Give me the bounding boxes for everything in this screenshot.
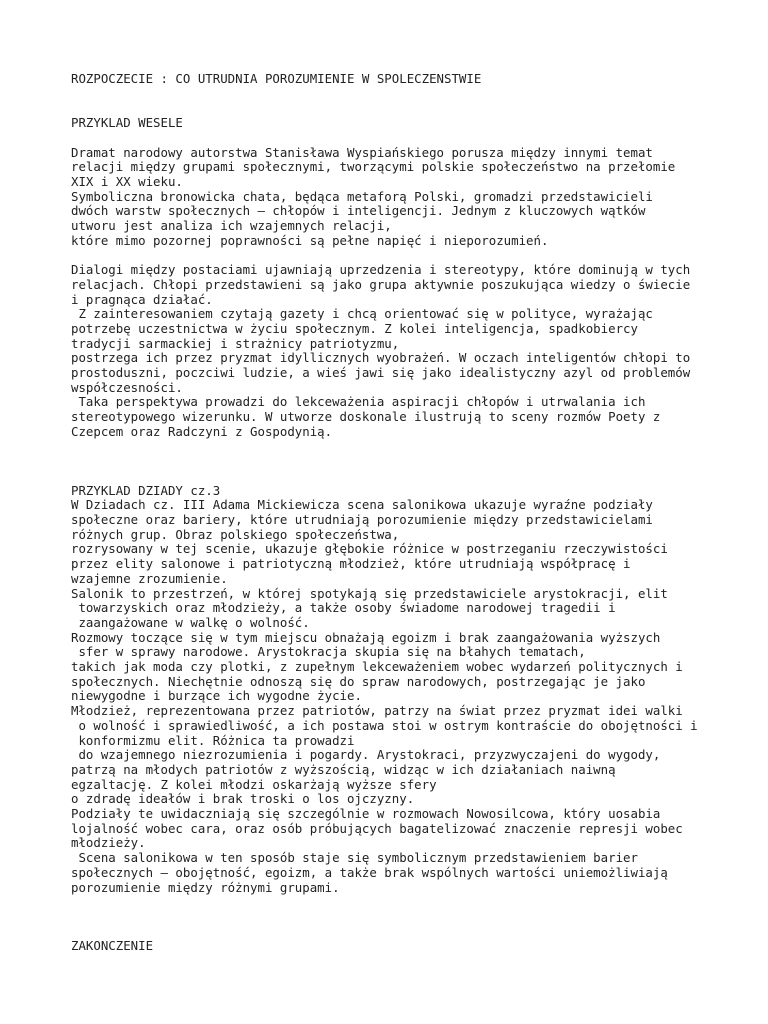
text-line: o zdradę ideałów i brak troski o los ojczyzny.: [71, 791, 415, 807]
text-line: postrzega ich przez pryzmat idyllicznych wyobrażeń. W oczach inteligentów chłopi to: [71, 350, 691, 366]
text-line: Scena salonikowa w ten sposób staje się symbolicznym przedstawieniem barier: [71, 850, 638, 866]
text-line: konformizmu elit. Różnica ta prowadzi: [71, 732, 355, 748]
text-line: współczesności.: [71, 379, 183, 395]
text-line: rozrysowany w tej scenie, ukazuje głębokie różnice w postrzeganiu rzeczywistości: [71, 541, 668, 557]
text-line: społeczne oraz bariery, które utrudniają porozumienie między przedstawicielami: [71, 512, 653, 527]
text-line: zaangażowane w walkę o wolność.: [71, 614, 310, 630]
text-line: Czepcem oraz Radczyni z Gospodynią.: [71, 423, 333, 439]
text-line: Salonik to przestrzeń, w której spotykają się przedstawiciele arystokracji, elit: [71, 585, 668, 601]
text-line: towarzyskich oraz młodzieży, a także osoby świadome narodowej tragedii i: [71, 600, 616, 616]
text-line: Dialogi między postaciami ujawniają uprzedzenia i stereotypy, które dominują w tych: [71, 262, 691, 278]
text-line: Dramat narodowy autorstwa Stanisława Wyspiańskiego porusza między innymi temat: [71, 144, 653, 160]
text-line: relacjach. Chłopi przedstawieni są jako grupa aktywnie poszukująca wiedzy o świecie: [71, 276, 691, 292]
text-line: do wzajemnego niezrozumienia i pogardy. Arystokraci, przyzwyczajeni do wygody,: [71, 747, 661, 763]
text-line: stereotypowego wizerunku. W utworze doskonale ilustrują to sceny rozmów Poety z: [71, 409, 661, 425]
text-line: o wolność i sprawiedliwość, a ich postawa stoi w ostrym kontraście do obojętności i: [71, 717, 698, 733]
text-line: społecznych – obojętność, egoizm, a także brak wspólnych wartości uniemożliwiają: [71, 864, 668, 880]
text-line: przez elity salonowe i patriotyczną młodzież, które utrudniają współpracę i: [71, 556, 631, 572]
text-line: patrzą na młodych patriotów z wyższością, widząc w ich działaniach naiwną: [71, 761, 616, 777]
text-line: PRZYKLAD DZIADY cz.3: [71, 482, 221, 498]
text-line: relacji między grupami społecznymi, tworzącymi polskie społeczeństwo na przełomie: [71, 159, 676, 175]
text-line: ROZPOCZECIE : CO UTRUDNIA POROZUMIENIE W SPOLECZENSTWIE: [71, 71, 482, 86]
text-line: społecznych. Niechętnie odnoszą się do spraw narodowych, postrzegając je jako: [71, 673, 646, 689]
text-line: potrzebę uczestnictwa w życiu społecznym. Z kolei inteligencja, spadkobiercy: [71, 320, 638, 336]
text-line: lojalność wobec cara, oraz osób próbujących bagatelizować znaczenie represji wobec: [71, 820, 683, 836]
text-line: PRZYKLAD WESELE: [71, 115, 183, 131]
text-line: Młodzież, reprezentowana przez patriotów, patrzy na świat przez pryzmat idei walki: [71, 703, 683, 719]
text-line: porozumienie między różnymi grupami.: [71, 879, 340, 895]
text-line: ZAKONCZENIE: [71, 938, 154, 954]
text-line: XIX i XX wieku.: [71, 173, 183, 189]
text-line: sfer w sprawy narodowe. Arystokracja skupia się na błahych tematach,: [71, 644, 586, 660]
text-line: Taka perspektywa prowadzi do lekceważenia aspiracji chłopów i utrwalania ich: [71, 394, 646, 410]
text-line: Rozmowy toczące się w tym miejscu obnażają egoizm i brak zaangażowania wyższych: [71, 629, 661, 645]
text-line: takich jak moda czy plotki, z zupełnym lekceważeniem wobec wydarzeń politycznych i: [71, 659, 683, 674]
text-line: które mimo pozornej poprawności są pełne napięć i nieporozumień.: [71, 232, 549, 248]
text-line: niewygodne i burzące ich wygodne życie.: [71, 688, 362, 704]
text-line: W Dziadach cz. III Adama Mickiewicza scena salonikowa ukazuje wyraźne podziały: [71, 497, 653, 513]
text-line: dwóch warstw społecznych – chłopów i inteligencji. Jednym z kluczowych wątków: [71, 203, 646, 219]
text-line: egzaltację. Z kolei młodzi oskarżają wyższe sfery: [71, 776, 437, 792]
text-line: Podziały te uwidaczniają się szczególnie w rozmowach Nowosilcowa, który uosabia: [71, 806, 661, 821]
text-line: i pragnąca działać.: [71, 291, 213, 307]
text-line: tradycji sarmackiej i strażnicy patriotyzmu,: [71, 335, 400, 351]
text-line: różnych grup. Obraz polskiego społeczeństwa,: [71, 526, 400, 542]
text-line: młodzieży.: [71, 835, 146, 851]
text-line: utworu jest analiza ich wzajemnych relacji,: [71, 218, 392, 233]
text-line: prostoduszni, poczciwi ludzie, a wieś jawi się jako idealistyczny azyl od problemów: [71, 365, 691, 380]
text-line: Z zainteresowaniem czytają gazety i chcą orientować się w polityce, wyrażając: [71, 306, 653, 322]
text-line: wzajemne zrozumienie.: [71, 570, 228, 586]
text-line: Symboliczna bronowicka chata, będąca metaforą Polski, gromadzi przedstawicieli: [71, 188, 653, 204]
